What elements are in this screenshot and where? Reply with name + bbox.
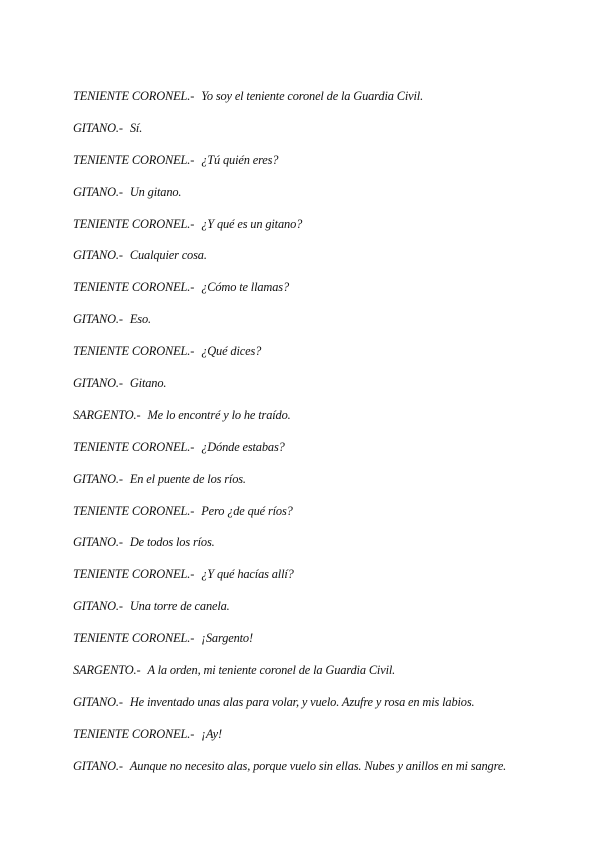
speaker-name: SARGENTO.- [73,407,141,422]
speaker-name: TENIENTE CORONEL.- [73,726,195,741]
dialogue-line [73,278,583,310]
dialogue-line [73,215,583,247]
dialogue-text: Una torre de canela. [129,599,230,614]
speaker-name: TENIENTE CORONEL.- [73,344,195,359]
speaker-name: GITANO.- [73,535,123,550]
dialogue-line [73,725,583,757]
speaker-name: GITANO.- [73,376,123,391]
dialogue-text: ¿Tú quién eres? [201,152,279,167]
dialogue-text: A la orden, mi teniente coronel de la Guardia Civil. [147,663,396,678]
dialogue-line [73,661,583,693]
speaker-name: TENIENTE CORONEL.- [73,567,195,582]
speaker-name: TENIENTE CORONEL.- [73,216,195,231]
dialogue-text: Me lo encontré y lo he traído. [147,407,291,422]
dialogue-text: ¿Dónde estabas? [201,439,285,454]
dialogue-text: ¡Sargento! [201,631,253,646]
speaker-name: TENIENTE CORONEL.- [73,152,195,167]
dialogue-text: Aunque no necesito alas, porque vuelo sin ellas. Nubes y anillos en mi sangre. [129,758,507,773]
dialogue-text: Yo soy el teniente coronel de la Guardia Civil. [201,89,424,103]
dialogue-line [73,533,583,565]
speaker-name: GITANO.- [73,312,123,327]
dialogue-text: De todos los ríos. [129,535,215,550]
dialogue-list [73,87,583,789]
dialogue-line [73,629,583,661]
speaker-name: GITANO.- [73,471,123,486]
dialogue-line [73,310,583,342]
dialogue-text: ¿Qué dices? [201,344,262,359]
dialogue-text: Gitano. [129,376,167,391]
dialogue-text: He inventado unas alas para volar, y vuelo. Azufre y rosa en mis labios. [129,694,475,709]
dialogue-line [73,757,583,789]
dialogue-line [73,151,583,183]
dialogue-line [73,87,583,119]
speaker-name: TENIENTE CORONEL.- [73,89,195,103]
speaker-name: TENIENTE CORONEL.- [73,503,195,518]
dialogue-line [73,183,583,215]
dialogue-line [73,246,583,278]
dialogue-line [73,565,583,597]
speaker-name: TENIENTE CORONEL.- [73,439,195,454]
speaker-name: GITANO.- [73,758,123,773]
dialogue-text: Un gitano. [129,184,182,199]
dialogue-text: ¿Y qué es un gitano? [201,216,303,231]
dialogue-line [73,502,583,534]
speaker-name: GITANO.- [73,120,123,135]
speaker-name: GITANO.- [73,184,123,199]
dialogue-line [73,342,583,374]
speaker-name: SARGENTO.- [73,663,141,678]
dialogue-line [73,374,583,406]
dialogue-line [73,597,583,629]
speaker-name: TENIENTE CORONEL.- [73,280,195,295]
dialogue-text: Cualquier cosa. [129,248,207,263]
dialogue-line [73,119,583,151]
speaker-name: GITANO.- [73,694,123,709]
dialogue-text: ¿Y qué hacías allí? [201,567,294,582]
speaker-name: GITANO.- [73,599,123,614]
dialogue-line [73,438,583,470]
dialogue-line [73,693,583,725]
dialogue-text: Eso. [129,312,151,327]
dialogue-text: ¡Ay! [201,726,222,741]
dialogue-text: Sí. [129,120,143,135]
speaker-name: TENIENTE CORONEL.- [73,631,195,646]
dialogue-line [73,470,583,502]
dialogue-line [73,406,583,438]
dialogue-text: ¿Cómo te llamas? [201,280,289,295]
dialogue-text: En el puente de los ríos. [129,471,246,486]
dialogue-text: Pero ¿de qué ríos? [201,503,293,518]
speaker-name: GITANO.- [73,248,123,263]
